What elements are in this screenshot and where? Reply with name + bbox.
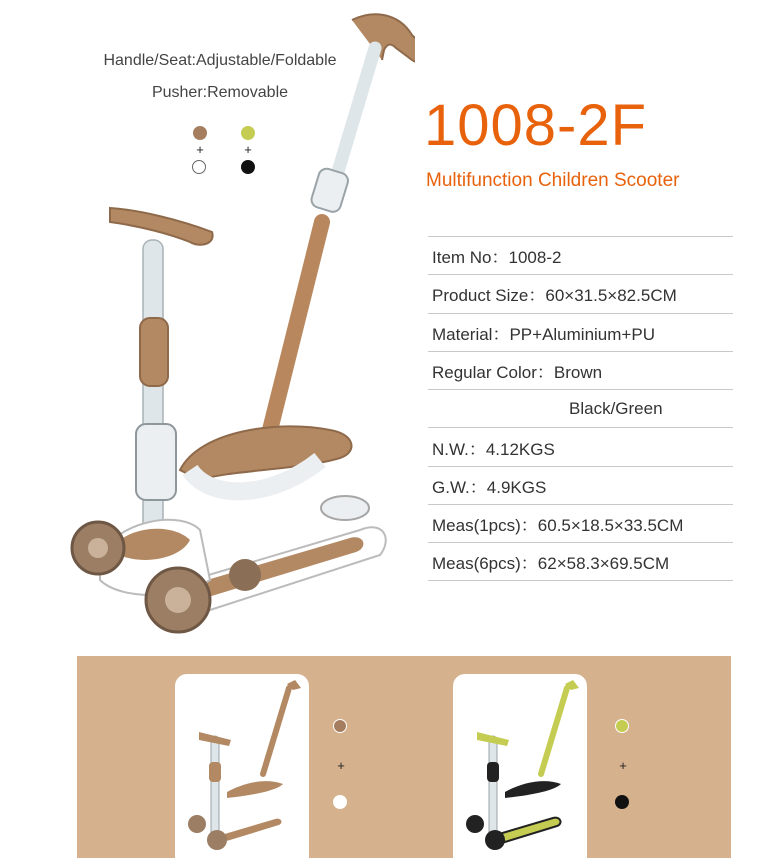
spec-row-net-weight: N.W.：4.12KGS bbox=[428, 427, 733, 465]
model-subtitle: Multifunction Children Scooter bbox=[426, 170, 680, 191]
variant-brown-dot bbox=[333, 719, 347, 733]
spec-row-color-alt: Black/Green bbox=[428, 389, 733, 427]
variant-green-dot bbox=[615, 719, 629, 733]
spec-row-gross-weight: G.W.：4.9KGS bbox=[428, 466, 733, 504]
spec-row-item-no: Item No：1008-2 bbox=[428, 236, 733, 274]
feature-adjustable-text: Handle/Seat:Adjustable/Foldable bbox=[103, 52, 337, 69]
variant-black-dot bbox=[615, 795, 629, 809]
variant-white-dot bbox=[333, 795, 347, 809]
plus-sign: + bbox=[337, 758, 345, 773]
spec-row-meas-6pcs: Meas(6pcs)：62×58.3×69.5CM bbox=[428, 542, 733, 580]
feature-removable-text: Pusher:Removable bbox=[151, 84, 289, 101]
spec-row-product-size: Product Size：60×31.5×82.5CM bbox=[428, 274, 733, 312]
model-title: 1008-2F bbox=[424, 93, 648, 158]
spec-row-meas-1pcs: Meas(1pcs)：60.5×18.5×33.5CM bbox=[428, 504, 733, 542]
scooter-brown-thumbnail-image bbox=[175, 674, 309, 858]
scooter-green-thumbnail-image bbox=[453, 674, 587, 858]
plus-sign: + bbox=[244, 142, 252, 157]
spec-row-material: Material：PP+Aluminium+PU bbox=[428, 313, 733, 351]
plus-sign: + bbox=[196, 142, 204, 157]
scooter-main-image bbox=[55, 8, 415, 638]
thumbnail-green-scooter bbox=[453, 674, 587, 858]
plus-sign: + bbox=[619, 758, 627, 773]
spec-row-regular-color: Regular Color：Brown bbox=[428, 351, 733, 389]
thumbnail-brown-scooter bbox=[175, 674, 309, 858]
spec-table bbox=[428, 236, 733, 581]
